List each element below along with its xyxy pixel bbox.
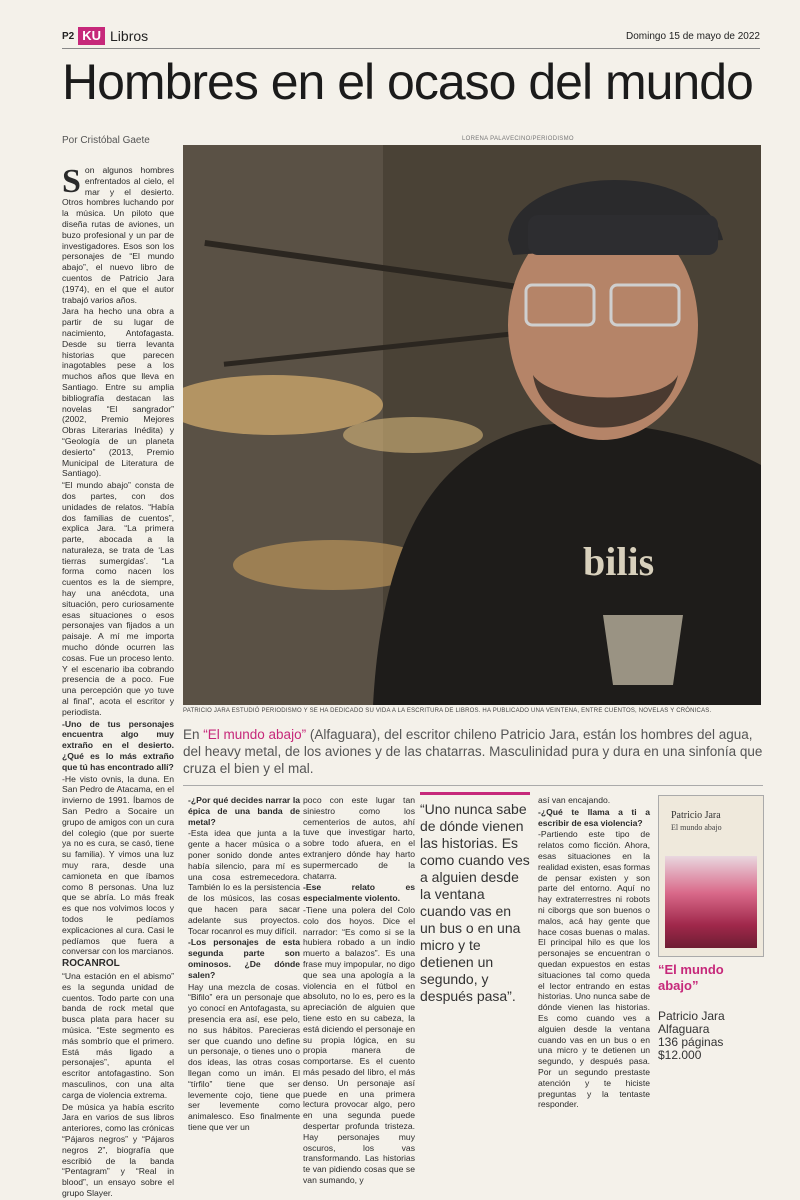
- question: -Los personajes de esta segunda parte son ominosos. ¿De dónde salen?: [188, 937, 300, 980]
- lead-text-1: En: [183, 727, 204, 742]
- question: -Ese relato es especialmente violento.: [303, 882, 415, 904]
- paragraph: -He visto ovnis, la duna. En San Pedro de Atacama, en el invierno de 1991. Íbamos de San Pedro a Socaire un grupo de amigos con un cura del colegio (que por suerte ya no es cura, se casó, tiene su familia). Y vimos una luz muy rara, desde una camioneta en que íbamos como 8 personas. Una luz que se abría. Lo más freak es que nos volvimos locos y todos le pedíamos explicaciones al cura. Casi le pedíamos que fuera a conversar con los marcianos.: [62, 773, 174, 957]
- photo-caption: PATRICIO JARA ESTUDIÓ PERIODISMO Y SE HA DEDICADO SU VIDA A LA ESCRITURA DE LIBROS. HA PUBLICADO UNA VEINTENA, ENTRE CUENTOS, NOVELAS Y CRÓNICAS.: [183, 708, 712, 714]
- divider: [183, 785, 763, 786]
- column-1: [62, 165, 174, 1200]
- book-info: [658, 1010, 762, 1062]
- book-cover: [658, 795, 764, 957]
- section-logo: KU: [78, 27, 105, 45]
- paragraph-text: on algunos hombres enfrentados al cielo, el mar y el desierto. Otros hombres luchando por la música. Un piloto que diseña rutas de aviones, un buzo profesional y un par de investigadores. Esos son los personajes de “El mundo abajo”, el nuevo libro de cuentos de Patricio Jara (1974), en el que el autor trabajó varios años.: [62, 165, 174, 305]
- paragraph: así van encajando.: [538, 795, 611, 805]
- paragraph: poco con este lugar tan siniestro como los cementerios de autos, ahí tuve que investigar harto, sobre todo afuera, en el extranjero dónde hay harto supermercado de la chatarra.: [303, 795, 415, 881]
- paragraph: [62, 165, 174, 305]
- paragraph: -Tiene una polera del Colo colo dos hoyos. Dice el narrador: “Es como si se la hubiera robado a un indio muerto a balazos”. Es una frase muy impopular, no digo que sea una apología a la violencia en el fútbol en absoluto, no lo es, pero es la apreciación de alguien que tiene esto en su cabeza, la está diciendo el personaje en su propia lógica, en su propia manera de comportarse. Es el cuento más pesado del libro, el más denso. Un personaje así puede en una primera lectura provocar algo, pero en una segunda puede despertar profunda tristeza. Hay personajes muy oscuros, los vas transformando. Las historias te van pidiendo cosas que se van sumando, y: [303, 904, 415, 1185]
- book-pages: 136 páginas: [658, 1035, 724, 1049]
- question: -¿Por qué decides narrar la épica de una banda de metal?: [188, 795, 300, 827]
- column-2: [188, 795, 300, 1134]
- author-photo: [183, 145, 761, 705]
- question: -Uno de tus personajes encuentra algo muy extraño en el desierto. ¿Qué es lo más extraño que tú has encontrado allí?: [62, 718, 174, 772]
- article-lead: [183, 726, 763, 777]
- book-title-quote: “El mundo abajo”: [658, 962, 724, 993]
- headline: Hombres en el ocaso del mundo: [62, 54, 753, 110]
- book-author: Patricio Jara: [658, 1009, 725, 1023]
- subheading: ROCANROL: [62, 958, 120, 970]
- paragraph: Jara ha hecho una obra a partir de su lugar de nacimiento, Antofagasta. Desde su tierra levanta historias que parecen inagotables pese a los muchos años que lleva en Santiago. Entre su amplia bibliografía destacan las novelas “El sangrador” (2002, Premio Mejores Obras Literarias Inédita) y “Geología de un planeta desierto” (2013, Premio Municipal de Literatura de Santiago).: [62, 306, 174, 479]
- column-3: [303, 795, 415, 1187]
- drop-cap: S: [62, 163, 81, 200]
- column-4: [538, 795, 650, 1111]
- paragraph: “Una estación en el abismo” es la segunda unidad de cuentos. Todo parte con una banda de rock metal que busca plata para hacer su música. “Este segmento es más sombrío que el primero. Está más ligado a personajes”, apunta el escritor antofagastino. Son masculinos, con una alta carga de violencia extrema.: [62, 970, 174, 1100]
- lead-text-2: (Alfaguara), del escritor chileno Patricio Jara, están los hombres del agua, del heavy metal, de los aviones y de las chatarras. Masculinidad pura y dura en una sinfonía que cruza el bien y el mal.: [183, 727, 763, 776]
- page-number: P2: [62, 30, 75, 42]
- book-price: $12.000: [658, 1048, 702, 1062]
- paragraph: -Esta idea que junta a la gente a hacer música o a poner sonido donde antes había silencio, para mí es una cosa estremecedora. También lo es la persistencia de los músicos, las cosas que hacen para sacar adelante sus proyectos. Tocar rocanrol es muy difícil.: [188, 828, 300, 936]
- svg-text:bilis: bilis: [583, 539, 655, 584]
- book-cover-art: [665, 856, 757, 948]
- lead-book-title: “El mundo abajo”: [203, 727, 307, 742]
- photo-credit: LORENA PALAVECINO/PERIODISMO: [462, 136, 574, 142]
- book-publisher: Alfaguara: [658, 1022, 710, 1036]
- byline: Por Cristóbal Gaete: [62, 135, 150, 146]
- book-cover-title: El mundo abajo: [671, 823, 722, 832]
- pull-quote: “Uno nunca sabe de dónde vienen las historias. Es como cuando ves a alguien desde la ventana cuando vas en un bus o en una micro y te detienen un segundo, y después pasa”.: [420, 792, 530, 1005]
- book-cover-author: Patricio Jara: [671, 810, 721, 821]
- question: -¿Qué te llama a ti a escribir de esa violencia?: [538, 806, 650, 828]
- paragraph: “El mundo abajo” consta de dos partes, con dos unidades de relatos. “Había dos familias de cuentos”, explica Jara. “La primera parte, abocada a la naturaleza, se trata de ‘Las tierras sumergidas’. “La forma como nacen los cuentos es la de siempre, hay una anécdota, una situación, pero curiosamente esas situaciones o esos personajes van fijados a un paisaje. A mí me importa mucho dónde ocurren las cosas. Fue un proceso lento. Y el escenario iba cobrando presencia de a poco. Fue una percepción que yo tuve al final”, acota el escritor y periodista.: [62, 480, 174, 717]
- section-name: Libros: [110, 28, 149, 44]
- paragraph: Hay una mezcla de cosas. “Bifilo” era un personaje que yo conocí en Antofagasta, su presencia era así, ese pelo, no sus hábitos. Parecieras ser que cuando uno define un personaje, o tienes uno o dos ideas, las otras cosas llegan como un imán. El “tírfilo” tiene que ser levemente cojo, tiene que ser levemente como animalesco. Eso finalmente tiene que ver un: [188, 981, 300, 1132]
- page-header: [62, 26, 760, 49]
- paragraph: -Partiendo este tipo de relatos como ficción. Ahora, esas situaciones en la realidad existen, esas formas de pensar existen y son parte del entorno. Aquí no hay extraterrestres ni robots ni ciborgs que son buenos o malos, acá hay gente que hace cosas buenas o malas. El principal hilo es que los personajes se encuentran o quedan expuestos en estas situaciones tal como queda el lector entrando en estas historias. Uno nunca sabe de dónde vienen las historias. Es como cuando ves a alguien desde la ventana cuando vas en un bus o en una micro y te detienen un segundo, y después pasa. Por un segundo prestaste atención y te hiciste preguntas y la tentaste responder.: [538, 829, 650, 1110]
- author-photo-illustration: [183, 145, 761, 705]
- paragraph: De música ya había escrito Jara en varios de sus libros anteriores, como las crónicas “Pájaros negros” y “Pájaros negros 2”, biografía que escribió de la banda “Pentagram” y “Real in blood”, un ensayo sobre el grupo Slayer.: [62, 1101, 174, 1198]
- issue-date: Domingo 15 de mayo de 2022: [626, 30, 760, 42]
